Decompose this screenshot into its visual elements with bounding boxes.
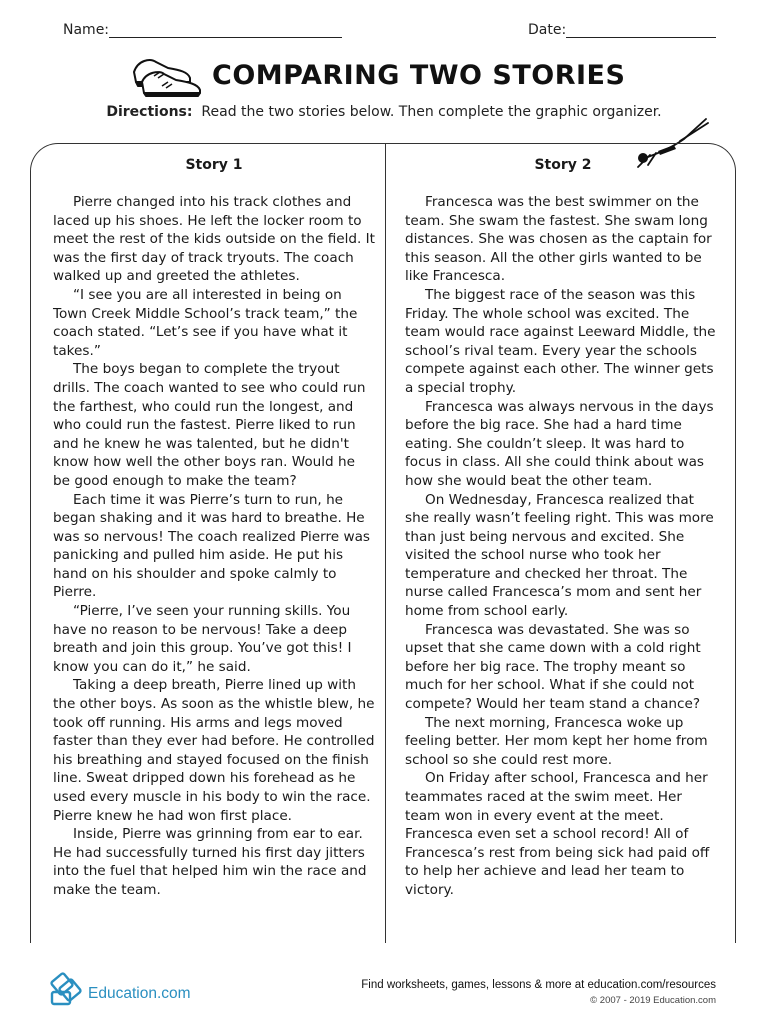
story-2-paragraph: On Friday after school, Francesca and her teammates raced at the swim meet. Her team won in every event at the meet. Francesca even set a school record! All of Francesca’s rest from being sick had paid off to help her achieve and lead her team to victory. <box>405 770 710 898</box>
story-1-paragraph: Taking a deep breath, Pierre lined up with the other boys. As soon as the whistle blew, he took off running. His arms and legs moved faster than they ever had before. He controlled his breathing and stayed focused on the finish line. Sweat dripped down his forehead as he used every muscle in his body to win the race. Pierre knew he had won first place. <box>53 677 375 824</box>
story-1-paragraph: Each time it was Pierre’s turn to run, he began shaking and it was hard to breathe. He was so nervous! The coach realized Pierre was panicking and pulled him aside. He put his hand on his shoulder and spoke calmly to Pierre. <box>53 491 370 601</box>
story-2-paragraph: The next morning, Francesca woke up feeling better. Her mom kept her home from school so she could rest more. <box>405 714 708 768</box>
page-title: COMPARING TWO STORIES <box>212 60 626 91</box>
story-1-paragraph: Inside, Pierre was grinning from ear to ear. He had successfully turned his first day jitters into the fuel that helped him win the race and make the team. <box>53 826 367 898</box>
story-organizer <box>30 143 736 943</box>
story-1-paragraph: “Pierre, I’ve seen your running skills. You have no reason to be nervous! Take a deep breath and join this group. You’ve got this! I know you can do it,” he said. <box>53 603 352 675</box>
story-2-paragraph: Francesca was the best swimmer on the team. She swam the fastest. She swam long distances. She was chosen as the captain for this season. All the other girls wanted to be like Francesca. <box>405 194 712 285</box>
title-row <box>128 52 648 102</box>
date-blank-line <box>566 23 716 38</box>
directions-label: Directions: <box>106 104 193 120</box>
directions-text: Read the two stories below. Then complete the graphic organizer. <box>201 104 662 120</box>
story-2-paragraph: The biggest race of the season was this Friday. The whole school was excited. The team would race against Leeward Middle, the school’s rival team. Every year the schools compete against each other. The winner gets a special trophy. <box>405 286 716 396</box>
story-2-paragraph: Francesca was always nervous in the days before the big race. She had a hard time eating. She couldn’t sleep. It was hard to focus in class. All she could think about was how she would beat the other team. <box>405 398 714 489</box>
sneakers-icon <box>128 52 206 98</box>
story-1-heading: Story 1 <box>185 157 243 173</box>
footer-copyright: © 2007 - 2019 Education.com <box>590 995 716 1006</box>
story-1-text <box>53 193 375 900</box>
column-divider <box>385 144 386 943</box>
story-2-text <box>405 193 721 900</box>
story-1-paragraph: Pierre changed into his track clothes and laced up his shoes. He left the locker room to meet the rest of the kids outside on the field. It was the first day of track tryouts. The coach walked up and greeted the athletes. <box>53 194 376 285</box>
story-2-column <box>405 144 721 900</box>
story-2-paragraph: On Wednesday, Francesca realized that she really wasn’t feeling right. This was more than just being nervous and excited. She visited the school nurse who took her temperature and checked her throat. The nurse called Francesca’s mom and sent her home from school early. <box>405 491 714 620</box>
story-1-paragraph: The boys began to complete the tryout drills. The coach wanted to see who could run the farthest, who could run the longest, and who could run the fastest. Pierre liked to run and he knew he was talented, but he didn't know how well the other boys ran. Would he be good enough to make the team? <box>53 361 366 489</box>
footer-resources-link[interactable]: Find worksheets, games, lessons & more at education.com/resources <box>361 979 716 991</box>
story-1-column <box>53 144 375 900</box>
story-1-paragraph: “I see you are all interested in being on Town Creek Middle School’s track team,” the coach stated. “Let’s see if you have what it takes.” <box>53 286 358 359</box>
education-logo-icon <box>48 972 86 1008</box>
story-2-heading: Story 2 <box>534 157 592 173</box>
name-field <box>63 22 342 38</box>
story-2-paragraph: Francesca was devastated. She was so upset that she came down with a cold right before her big race. The trophy meant so much for her school. What if she could not compete? Would her team stand a chance? <box>405 621 701 713</box>
date-label: Date: <box>528 22 567 38</box>
date-field <box>528 22 716 38</box>
name-label: Name: <box>63 22 110 38</box>
name-blank-line <box>109 23 342 38</box>
education-logo-text[interactable]: Education.com <box>88 985 191 1002</box>
